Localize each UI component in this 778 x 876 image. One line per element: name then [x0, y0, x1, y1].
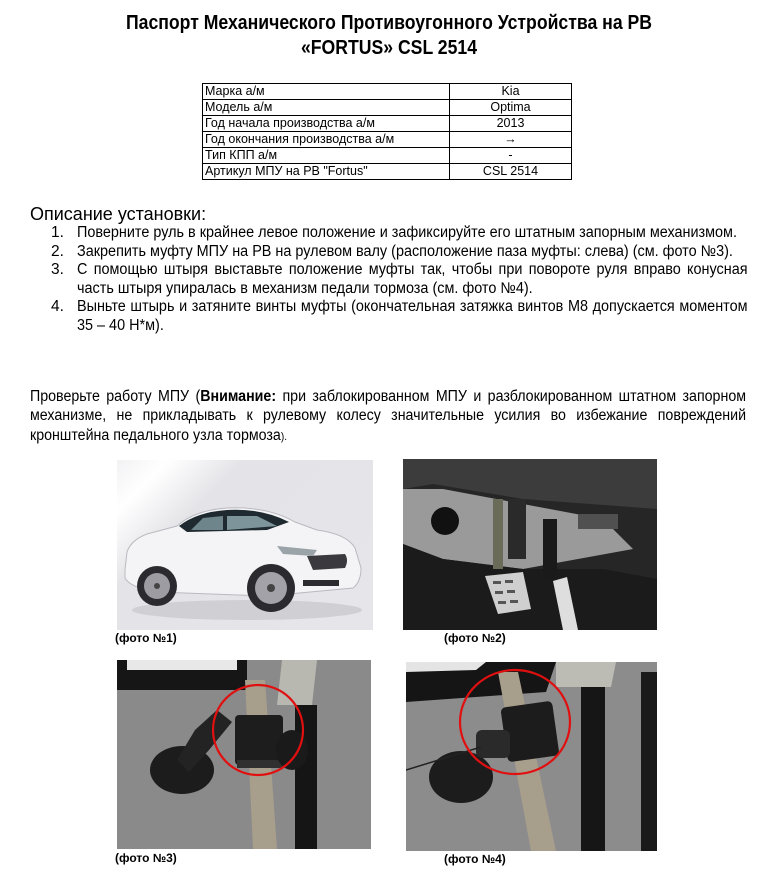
step-number: 4.	[51, 298, 64, 316]
step-text: С помощью штыря выставьте положение муфты так, чтобы при повороте руля вправо конусная часть штыря упиралась в механизм педали тормоза (см. фото №4).	[77, 261, 748, 297]
step-item	[48, 261, 746, 298]
table-row	[203, 84, 572, 100]
table-row	[203, 100, 572, 116]
spec-value: →	[450, 132, 572, 148]
photo-2-caption: (фото №2)	[444, 631, 506, 645]
table-row	[203, 148, 572, 164]
spec-value: CSL 2514	[450, 164, 572, 180]
step-text: Закрепить муфту МПУ на РВ на рулевом валу (расположение паза муфты: слева) (см. фото №3).	[77, 242, 733, 260]
step-item	[48, 298, 746, 335]
coupling-illustration-icon	[117, 660, 371, 849]
photo-2-pedals-image	[403, 459, 657, 630]
spec-label: Год начала производства а/м	[203, 116, 450, 132]
table-row	[203, 132, 572, 148]
note-prefix: Проверьте работу МПУ (	[30, 388, 201, 405]
photo-4-caption: (фото №4)	[444, 852, 506, 866]
photo-1-caption: (фото №1)	[115, 631, 177, 645]
step-item	[48, 243, 746, 262]
step-item	[48, 224, 746, 243]
pin-coupling-illustration-icon	[406, 662, 657, 851]
spec-label: Артикул МПУ на РВ "Fortus"	[203, 164, 450, 180]
photo-4-pin-image	[406, 662, 657, 851]
vehicle-spec-table	[202, 83, 572, 180]
car-illustration-icon	[117, 460, 373, 630]
note-body: при заблокированном МПУ и разблокированном штатном запорном механизме, не прикладывать к рулевому колесу значительные усилия во избежание повреждений кронштейна педального узла тормоза	[30, 388, 747, 444]
installation-steps	[48, 224, 746, 336]
step-text: Выньте штырь и затяните винты муфты (окончательная затяжка винтов М8 допускается моментом 35 – 40 Н*м).	[77, 298, 748, 334]
installation-heading: Описание установки:	[30, 204, 207, 224]
step-number: 1.	[51, 224, 64, 241]
spec-label: Тип КПП а/м	[203, 148, 450, 164]
spec-label: Модель а/м	[203, 100, 450, 116]
table-row	[203, 116, 572, 132]
note-attention-label: Внимание:	[200, 388, 277, 405]
page-title	[54, 10, 723, 60]
step-text: Поверните руль в крайнее левое положение и зафиксируйте его штатным запорным механизмом.	[77, 224, 737, 241]
photo-3-coupling-image	[117, 660, 371, 849]
note-suffix: ).	[280, 430, 288, 443]
spec-label: Год окончания производства а/м	[203, 132, 450, 148]
warning-note	[30, 387, 746, 447]
spec-value: -	[450, 148, 572, 164]
step-number: 2.	[51, 242, 64, 260]
step-number: 3.	[51, 261, 64, 279]
photo-3-caption: (фото №3)	[115, 851, 177, 865]
title-line-2: «FORTUS» CSL 2514	[300, 36, 478, 59]
photo-1-car-image	[117, 460, 373, 630]
spec-value: Optima	[450, 100, 572, 116]
spec-label: Марка а/м	[203, 84, 450, 100]
spec-value: 2013	[450, 116, 572, 132]
spec-value: Kia	[450, 84, 572, 100]
pedal-assembly-illustration-icon	[403, 459, 657, 630]
table-row	[203, 164, 572, 180]
title-line-1: Паспорт Механического Противоугонного Устройства на РВ	[125, 11, 653, 34]
